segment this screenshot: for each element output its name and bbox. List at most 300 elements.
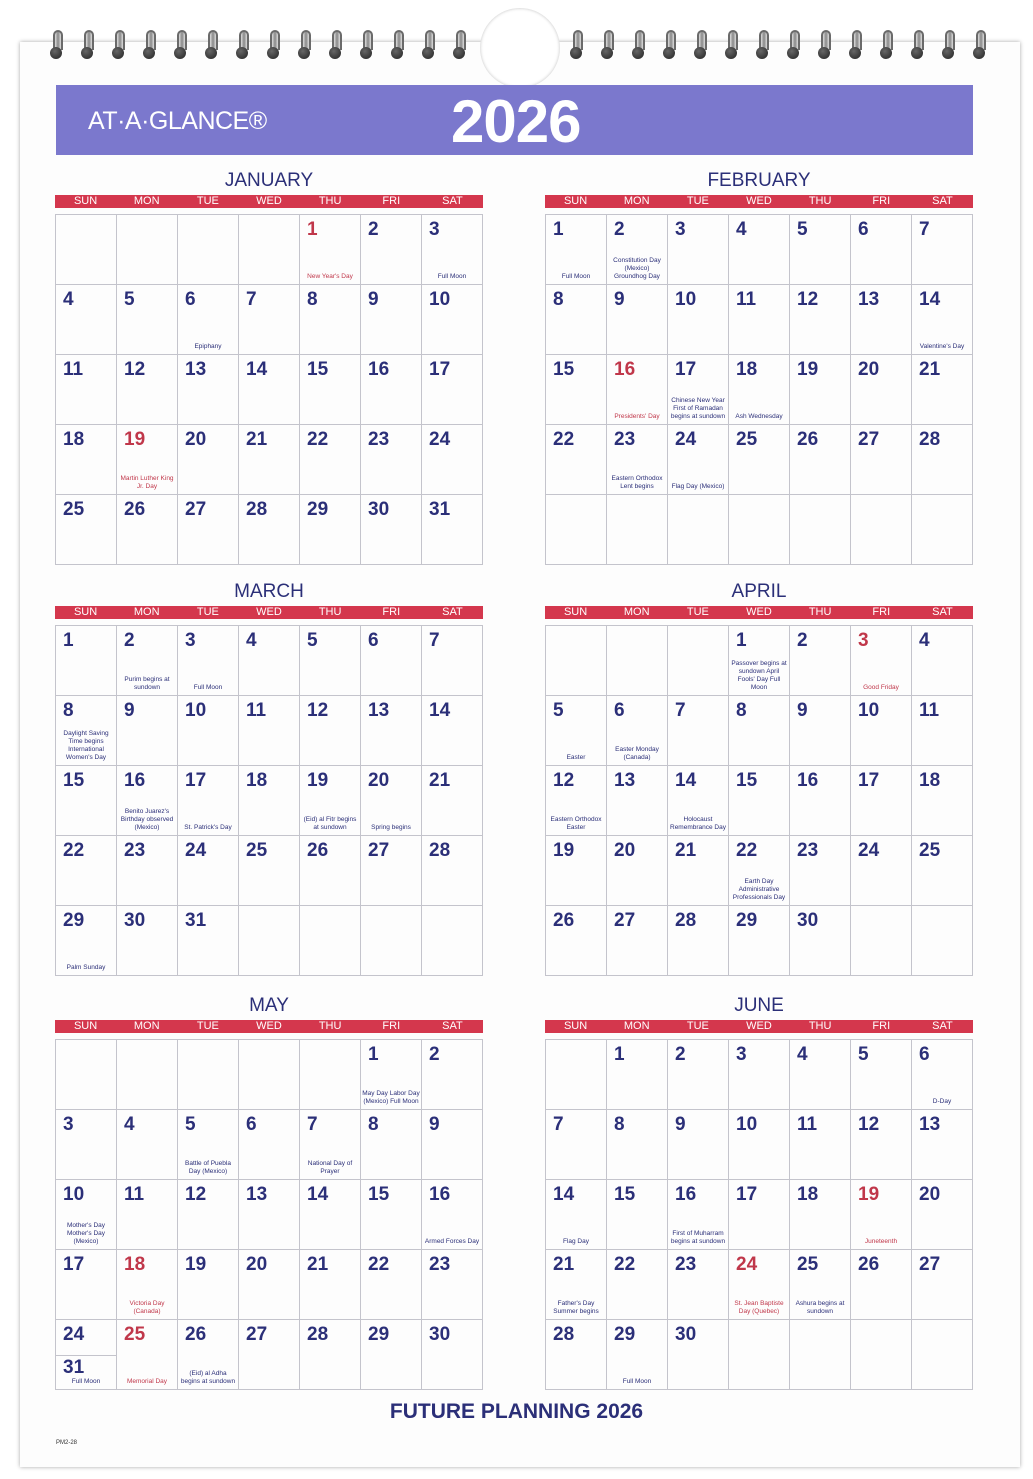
binding-ring xyxy=(725,30,737,58)
day-cell xyxy=(790,1250,851,1320)
day-cell xyxy=(546,766,607,836)
week-row xyxy=(546,626,973,696)
day-number: 12 xyxy=(553,770,575,791)
empty-day-cell xyxy=(851,906,912,976)
weekday-label: WED xyxy=(256,606,282,618)
day-number: 4 xyxy=(246,630,257,651)
day-number: 25 xyxy=(736,429,758,450)
empty-day-cell xyxy=(668,626,729,696)
binding-ring xyxy=(601,30,613,58)
weekday-header xyxy=(55,1020,483,1033)
holiday-label: Martin Luther King Jr. Day xyxy=(120,475,174,490)
week-row xyxy=(56,1110,483,1180)
week-row xyxy=(56,1040,483,1110)
day-number: 10 xyxy=(429,289,451,310)
week-row xyxy=(546,215,973,285)
day-number: 9 xyxy=(614,289,625,310)
day-cell xyxy=(546,355,607,425)
event-label: Full Moon xyxy=(561,273,591,280)
empty-day-cell xyxy=(239,1040,300,1110)
day-number: 26 xyxy=(185,1324,207,1345)
day-cell xyxy=(56,626,117,696)
day-cell xyxy=(668,1320,729,1390)
weekday-header xyxy=(545,1020,973,1033)
day-number: 25 xyxy=(246,840,268,861)
day-number: 23 xyxy=(797,840,819,861)
day-number: 30 xyxy=(429,1324,451,1345)
binding-ring xyxy=(50,30,62,58)
day-cell xyxy=(56,906,117,976)
weekday-label: SAT xyxy=(442,195,463,207)
day-cell xyxy=(300,836,361,906)
day-cell xyxy=(422,355,483,425)
day-cell xyxy=(239,1110,300,1180)
binding-ring xyxy=(818,30,830,58)
week-row xyxy=(56,1320,483,1390)
day-number: 29 xyxy=(736,910,758,931)
day-grid xyxy=(55,214,483,565)
day-number: 21 xyxy=(246,429,268,450)
binding-ring xyxy=(632,30,644,58)
holiday-label: Presidents' Day xyxy=(614,413,660,420)
day-cell xyxy=(668,766,729,836)
day-cell xyxy=(361,1040,422,1110)
day-cell xyxy=(729,766,790,836)
day-cell xyxy=(422,766,483,836)
day-number: 10 xyxy=(63,1184,85,1205)
weekday-label: TUE xyxy=(686,606,709,618)
day-cell xyxy=(239,626,300,696)
header-banner xyxy=(56,85,973,155)
binding-ring xyxy=(422,30,434,58)
day-number: 7 xyxy=(429,630,440,651)
day-number: 18 xyxy=(124,1254,146,1275)
day-cell xyxy=(361,285,422,355)
event-label: Flag Day (Mexico) xyxy=(671,483,725,490)
holiday-label: Victoria Day (Canada) xyxy=(129,1300,165,1315)
split-divider xyxy=(56,1355,116,1356)
day-number: 24 xyxy=(429,429,451,450)
day-cell xyxy=(912,1040,973,1110)
weekday-label: FRI xyxy=(382,195,401,207)
day-cell xyxy=(790,425,851,495)
day-number: 24 xyxy=(858,840,880,861)
weekday-label: WED xyxy=(746,1020,772,1032)
weekday-label: SAT xyxy=(932,1020,953,1032)
binding-ring xyxy=(391,30,403,58)
weekday-label: WED xyxy=(746,606,772,618)
day-cell xyxy=(912,626,973,696)
day-cell xyxy=(178,1250,239,1320)
empty-day-cell xyxy=(300,1040,361,1110)
event-label: Flag Day xyxy=(562,1238,589,1245)
day-cell xyxy=(422,495,483,565)
day-number: 24 xyxy=(63,1324,85,1345)
day-grid xyxy=(545,1039,973,1390)
day-cell xyxy=(422,425,483,495)
weekday-label: WED xyxy=(256,1020,282,1032)
day-cell xyxy=(56,355,117,425)
weekday-label: MON xyxy=(133,1020,160,1032)
day-number: 2 xyxy=(797,630,808,651)
binding-ring xyxy=(973,30,985,58)
event-label: Daylight Saving Time begins International Women's Day xyxy=(63,730,109,761)
empty-day-cell xyxy=(117,1040,178,1110)
binding-ring xyxy=(849,30,861,58)
day-number: 23 xyxy=(675,1254,697,1275)
week-row xyxy=(546,355,973,425)
day-number: 21 xyxy=(307,1254,329,1275)
day-cell xyxy=(56,495,117,565)
day-number: 13 xyxy=(919,1114,941,1135)
day-grid xyxy=(55,625,483,976)
day-number: 17 xyxy=(429,359,451,380)
day-cell xyxy=(790,906,851,976)
binding-ring xyxy=(694,30,706,58)
day-number: 28 xyxy=(675,910,697,931)
month-name: JUNE xyxy=(734,995,784,1016)
empty-day-cell xyxy=(300,906,361,976)
week-row xyxy=(546,836,973,906)
binding-ring xyxy=(112,30,124,58)
day-number: 21 xyxy=(675,840,697,861)
day-number: 6 xyxy=(919,1044,930,1065)
day-cell xyxy=(300,495,361,565)
day-cell xyxy=(790,766,851,836)
day-number: 22 xyxy=(307,429,329,450)
day-cell xyxy=(56,696,117,766)
event-label: Full Moon xyxy=(622,1378,652,1385)
day-cell xyxy=(178,1110,239,1180)
day-number: 2 xyxy=(614,219,625,240)
day-number: 31 xyxy=(185,910,207,931)
day-cell xyxy=(117,1180,178,1250)
empty-day-cell xyxy=(546,495,607,565)
day-cell xyxy=(361,355,422,425)
weekday-label: MON xyxy=(623,195,650,207)
day-number: 6 xyxy=(858,219,869,240)
day-cell xyxy=(56,1320,117,1390)
day-number: 15 xyxy=(736,770,758,791)
day-number: 9 xyxy=(429,1114,440,1135)
day-number: 24 xyxy=(185,840,207,861)
day-number: 22 xyxy=(736,840,758,861)
day-number: 30 xyxy=(124,910,146,931)
empty-day-cell xyxy=(56,215,117,285)
weekday-label: THU xyxy=(808,606,832,618)
day-number: 23 xyxy=(124,840,146,861)
day-cell xyxy=(56,836,117,906)
day-number: 3 xyxy=(429,219,440,240)
day-number: 5 xyxy=(185,1114,196,1135)
empty-day-cell xyxy=(117,215,178,285)
day-cell xyxy=(300,766,361,836)
day-cell xyxy=(117,355,178,425)
day-cell xyxy=(912,1250,973,1320)
day-number: 23 xyxy=(368,429,390,450)
weekday-label: WED xyxy=(746,195,772,207)
day-number: 16 xyxy=(124,770,146,791)
month-name: APRIL xyxy=(731,581,787,602)
day-number: 19 xyxy=(797,359,819,380)
day-number: 10 xyxy=(858,700,880,721)
day-number: 10 xyxy=(675,289,697,310)
day-cell xyxy=(912,696,973,766)
empty-day-cell xyxy=(178,215,239,285)
day-cell xyxy=(239,495,300,565)
day-cell xyxy=(239,1320,300,1390)
day-cell xyxy=(790,1180,851,1250)
weekday-label: THU xyxy=(808,1020,832,1032)
day-cell xyxy=(851,425,912,495)
day-number: 5 xyxy=(858,1044,869,1065)
day-cell xyxy=(178,355,239,425)
weekday-label: TUE xyxy=(686,195,709,207)
day-cell xyxy=(239,285,300,355)
day-cell xyxy=(361,1110,422,1180)
day-cell xyxy=(546,1320,607,1390)
empty-day-cell xyxy=(239,906,300,976)
day-number: 11 xyxy=(63,359,84,380)
month-block xyxy=(545,170,973,565)
day-cell xyxy=(668,355,729,425)
binding-ring xyxy=(174,30,186,58)
empty-day-cell xyxy=(912,906,973,976)
week-row xyxy=(56,626,483,696)
month-name: JANUARY xyxy=(224,170,314,191)
day-number: 28 xyxy=(307,1324,329,1345)
day-cell xyxy=(607,355,668,425)
day-cell xyxy=(117,1110,178,1180)
day-number: 4 xyxy=(736,219,747,240)
day-number: 14 xyxy=(919,289,941,310)
day-number: 29 xyxy=(368,1324,390,1345)
weekday-label: SAT xyxy=(442,1020,463,1032)
day-number: 18 xyxy=(63,429,85,450)
day-number: 9 xyxy=(368,289,379,310)
day-cell xyxy=(178,626,239,696)
binding-ring xyxy=(880,30,892,58)
day-number: 6 xyxy=(185,289,196,310)
day-number: 19 xyxy=(307,770,329,791)
day-number: 18 xyxy=(246,770,268,791)
day-cell xyxy=(422,1250,483,1320)
holiday-label: Juneteenth xyxy=(864,1238,898,1245)
month-block xyxy=(55,995,483,1390)
day-cell xyxy=(912,1180,973,1250)
day-number: 28 xyxy=(919,429,941,450)
binding-ring xyxy=(329,30,341,58)
day-number: 7 xyxy=(307,1114,318,1135)
day-number: 9 xyxy=(797,700,808,721)
binding-ring xyxy=(298,30,310,58)
weekday-label: FRI xyxy=(382,1020,401,1032)
event-label: First of Muharram begins at sundown xyxy=(670,1230,726,1245)
day-cell xyxy=(668,1250,729,1320)
empty-day-cell xyxy=(607,495,668,565)
empty-day-cell xyxy=(422,906,483,976)
empty-day-cell xyxy=(790,495,851,565)
weekday-label: FRI xyxy=(872,1020,891,1032)
day-number: 15 xyxy=(614,1184,636,1205)
day-number: 21 xyxy=(429,770,451,791)
day-cell xyxy=(668,285,729,355)
day-cell xyxy=(300,626,361,696)
weekday-label: SAT xyxy=(932,195,953,207)
day-number: 19 xyxy=(858,1184,880,1205)
day-cell xyxy=(361,1320,422,1390)
week-row xyxy=(546,696,973,766)
weekday-header xyxy=(55,195,483,208)
day-cell xyxy=(851,215,912,285)
event-label: Constitution Day (Mexico) Groundhog Day xyxy=(613,257,661,280)
day-cell xyxy=(546,215,607,285)
event-label: D-Day xyxy=(932,1098,952,1105)
day-number: 2 xyxy=(675,1044,686,1065)
day-number: 8 xyxy=(368,1114,379,1135)
day-number: 27 xyxy=(368,840,390,861)
week-row xyxy=(546,766,973,836)
day-number: 28 xyxy=(246,499,268,520)
binding-ring xyxy=(787,30,799,58)
day-cell xyxy=(361,1250,422,1320)
day-number: 1 xyxy=(307,219,318,240)
empty-day-cell xyxy=(546,1040,607,1110)
day-number: 18 xyxy=(736,359,758,380)
day-number: 23 xyxy=(429,1254,451,1275)
day-number: 26 xyxy=(124,499,146,520)
day-number: 26 xyxy=(553,910,575,931)
day-cell xyxy=(912,355,973,425)
day-number: 31 xyxy=(63,1357,85,1378)
day-cell xyxy=(790,1040,851,1110)
day-number: 25 xyxy=(63,499,85,520)
day-number: 4 xyxy=(63,289,74,310)
day-cell xyxy=(851,285,912,355)
day-number: 26 xyxy=(797,429,819,450)
day-number: 14 xyxy=(429,700,451,721)
day-number: 21 xyxy=(553,1254,575,1275)
day-cell xyxy=(729,285,790,355)
holiday-label: St. Jean Baptiste Day (Quebec) xyxy=(734,1300,784,1315)
day-cell xyxy=(178,1320,239,1390)
day-number: 29 xyxy=(307,499,329,520)
day-cell xyxy=(607,1250,668,1320)
day-number: 5 xyxy=(124,289,135,310)
day-number: 12 xyxy=(797,289,819,310)
day-number: 30 xyxy=(368,499,390,520)
week-row xyxy=(56,215,483,285)
day-cell xyxy=(607,836,668,906)
day-cell xyxy=(912,836,973,906)
day-number: 14 xyxy=(246,359,268,380)
day-cell xyxy=(851,696,912,766)
day-cell xyxy=(729,696,790,766)
day-cell xyxy=(668,425,729,495)
month-block xyxy=(545,581,973,976)
day-number: 16 xyxy=(614,359,636,380)
binding-ring xyxy=(942,30,954,58)
day-number: 29 xyxy=(63,910,85,931)
day-number: 14 xyxy=(675,770,697,791)
day-cell xyxy=(546,425,607,495)
day-number: 30 xyxy=(675,1324,697,1345)
week-row xyxy=(56,1250,483,1320)
day-number: 8 xyxy=(307,289,318,310)
day-number: 8 xyxy=(736,700,747,721)
day-cell xyxy=(178,906,239,976)
day-number: 28 xyxy=(429,840,451,861)
day-cell xyxy=(729,626,790,696)
day-number: 3 xyxy=(736,1044,747,1065)
day-cell xyxy=(239,425,300,495)
day-cell xyxy=(178,766,239,836)
day-cell xyxy=(117,425,178,495)
binding-ring xyxy=(205,30,217,58)
event-label: Benito Juarez's Birthday observed (Mexico) xyxy=(120,808,174,831)
day-number: 26 xyxy=(307,840,329,861)
week-row xyxy=(56,766,483,836)
binding-ring xyxy=(360,30,372,58)
day-cell xyxy=(300,215,361,285)
day-cell xyxy=(117,766,178,836)
day-number: 18 xyxy=(919,770,941,791)
day-number: 15 xyxy=(63,770,85,791)
day-cell xyxy=(178,1180,239,1250)
calendar-year: 2026 xyxy=(451,88,581,155)
day-number: 26 xyxy=(858,1254,880,1275)
day-number: 1 xyxy=(614,1044,625,1065)
day-number: 22 xyxy=(63,840,85,861)
day-cell xyxy=(607,425,668,495)
week-row xyxy=(546,285,973,355)
day-number: 30 xyxy=(797,910,819,931)
day-cell xyxy=(239,836,300,906)
event-label: Father's Day Summer begins xyxy=(553,1300,599,1315)
weekday-label: THU xyxy=(808,195,832,207)
week-row xyxy=(546,1250,973,1320)
day-cell xyxy=(790,285,851,355)
day-number: 1 xyxy=(63,630,74,651)
empty-day-cell xyxy=(56,1040,117,1110)
day-cell xyxy=(178,495,239,565)
day-number: 29 xyxy=(614,1324,636,1345)
day-cell xyxy=(790,1110,851,1180)
day-number: 7 xyxy=(246,289,257,310)
day-number: 19 xyxy=(553,840,575,861)
day-cell xyxy=(668,836,729,906)
empty-day-cell xyxy=(178,1040,239,1110)
month-name: FEBRUARY xyxy=(707,170,811,191)
day-number: 24 xyxy=(736,1254,758,1275)
month-block xyxy=(545,995,973,1390)
binding-ring xyxy=(453,30,465,58)
day-cell xyxy=(239,1250,300,1320)
week-row xyxy=(56,355,483,425)
day-number: 20 xyxy=(185,429,207,450)
month-block xyxy=(55,581,483,976)
weekday-label: SUN xyxy=(563,1020,588,1032)
empty-day-cell xyxy=(607,626,668,696)
day-number: 28 xyxy=(553,1324,575,1345)
weekday-label: WED xyxy=(256,195,282,207)
binding-ring xyxy=(570,30,582,58)
day-cell xyxy=(546,1180,607,1250)
week-row xyxy=(546,425,973,495)
day-number: 27 xyxy=(858,429,880,450)
day-cell xyxy=(668,906,729,976)
day-number: 20 xyxy=(614,840,636,861)
